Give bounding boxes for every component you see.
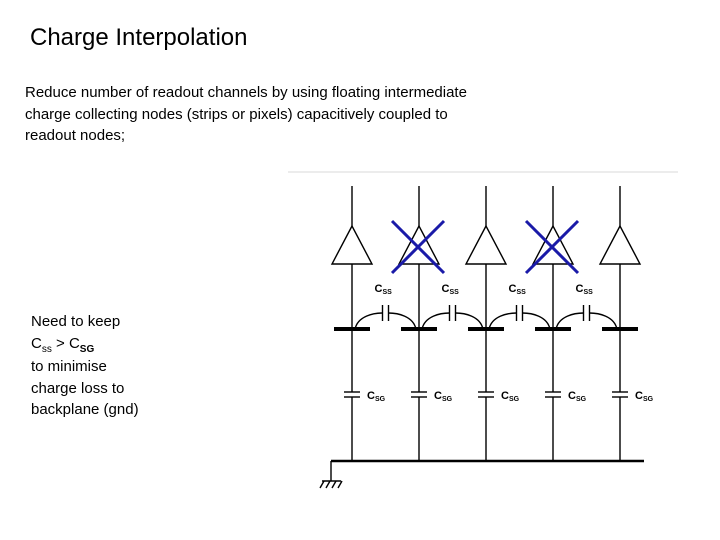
css-wire-right xyxy=(456,313,484,329)
css-label: CSS xyxy=(441,283,459,296)
note-line-4: charge loss to xyxy=(31,379,125,397)
css-wire-right xyxy=(590,313,618,329)
css-wire-left xyxy=(556,313,584,329)
css-wire-right xyxy=(389,313,417,329)
css-label: CSS xyxy=(508,283,526,296)
ground-hatch xyxy=(320,481,324,488)
note-c1: C xyxy=(31,334,42,352)
csg-label: CSG xyxy=(501,390,520,403)
csg-label: CSG xyxy=(568,390,587,403)
amplifier-3 xyxy=(466,226,506,264)
css-wire-left xyxy=(355,313,383,329)
css-wire-right xyxy=(523,313,551,329)
intro-line-2: charge collecting nodes (strips or pixels) capacitively coupled to xyxy=(25,105,448,123)
ground-hatch xyxy=(338,481,342,488)
intro-line-3: readout nodes; xyxy=(25,127,126,144)
css-wire-left xyxy=(489,313,517,329)
amplifier-1 xyxy=(332,226,372,264)
note-c2-subscript: SG xyxy=(79,343,95,355)
note-gt: > C xyxy=(51,334,80,352)
csg-label: CSG xyxy=(367,390,386,403)
amplifier-5 xyxy=(600,226,640,264)
intro-line-1: Reduce number of readout channels by using floating intermediate xyxy=(25,84,467,101)
css-label: CSS xyxy=(575,283,593,296)
ground-hatch xyxy=(332,481,336,488)
css-wire-left xyxy=(422,313,450,329)
note-c1-subscript: ss xyxy=(41,343,52,355)
css-label: CSS xyxy=(374,283,392,296)
ground-hatch xyxy=(326,481,330,488)
csg-label: CSG xyxy=(434,390,453,403)
note-line-3: to minimise xyxy=(31,358,107,375)
csg-label: CSG xyxy=(635,390,654,403)
note-line-1: Need to keep xyxy=(31,313,121,330)
slide-title: Charge Interpolation xyxy=(30,24,248,51)
note-line-5: backplane (gnd) xyxy=(31,401,139,418)
